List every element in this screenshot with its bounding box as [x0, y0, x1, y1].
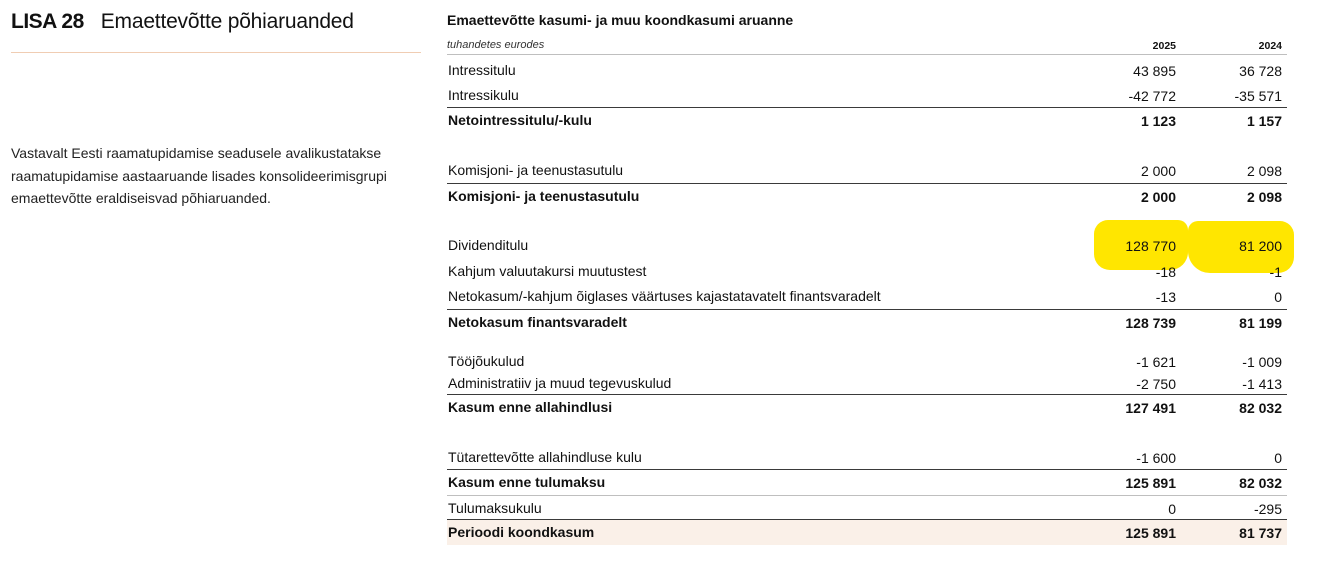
row-label: Perioodi koondkasum — [448, 524, 595, 540]
heading-divider — [11, 52, 421, 53]
value-2025: 0 — [1168, 501, 1176, 517]
row-label: Netointressitulu/-kulu — [448, 112, 592, 128]
row-label: Kahjum valuutakursi muutustest — [448, 263, 647, 279]
value-2025: 128 739 — [1125, 315, 1176, 331]
row-label: Tütarettevõtte allahindluse kulu — [448, 449, 642, 465]
value-2024: -35 571 — [1234, 88, 1282, 104]
value-2024: 82 032 — [1239, 475, 1282, 491]
column-header-row — [447, 38, 1287, 55]
statement-title: Emaettevõtte kasumi- ja muu koondkasumi aruanne — [447, 12, 794, 28]
value-2025: 43 895 — [1133, 63, 1176, 79]
note-title: Emaettevõtte põhiaruanded — [100, 10, 354, 33]
row-label: Tööjõukulud — [448, 353, 525, 369]
subtotal-row — [447, 183, 1287, 209]
table-row — [447, 158, 1287, 183]
table-row — [447, 445, 1287, 470]
value-2024: -1 — [1269, 264, 1282, 280]
value-2025: -2 750 — [1136, 376, 1176, 392]
table-row — [447, 371, 1287, 396]
note-number: LISA 28 — [11, 10, 84, 33]
value-2024: 0 — [1274, 289, 1282, 305]
value-2025: -1 621 — [1136, 354, 1176, 370]
row-label: Intressikulu — [448, 87, 519, 103]
year-2024-header: 2024 — [1258, 40, 1282, 52]
row-label: Komisjoni- ja teenustasutulu — [448, 188, 640, 204]
row-label: Tulumaksukulu — [448, 500, 542, 516]
row-label: Netokasum/-kahjum õiglases väärtuses kajastatavatelt finantsvaradelt — [448, 288, 881, 304]
value-2025: 1 123 — [1140, 113, 1176, 129]
row-label: Komisjoni- ja teenustasutulu — [448, 162, 624, 178]
row-label: Administratiiv ja muud tegevuskulud — [448, 375, 672, 391]
value-2024: 81 737 — [1239, 525, 1282, 541]
value-2024: 82 032 — [1239, 400, 1282, 416]
value-2024: 1 157 — [1246, 113, 1282, 129]
subtotal-row — [447, 469, 1287, 495]
table-row — [447, 259, 1287, 284]
value-2025: 2 000 — [1140, 189, 1176, 205]
value-2025: 128 770 — [1125, 238, 1176, 254]
value-2025: -1 600 — [1136, 450, 1176, 466]
value-2024: 81 200 — [1239, 238, 1282, 254]
section-heading — [11, 10, 354, 34]
row-label: Intressitulu — [448, 62, 516, 78]
row-label: Kasum enne allahindlusi — [448, 399, 613, 415]
row-label: Netokasum finantsvaradelt — [448, 314, 627, 330]
row-label: Dividenditulu — [448, 237, 529, 253]
value-2025: 125 891 — [1125, 475, 1176, 491]
year-2025-header: 2025 — [1152, 40, 1176, 52]
total-row — [447, 519, 1287, 545]
value-2024: -1 009 — [1242, 354, 1282, 370]
table-row — [447, 233, 1287, 258]
table-row — [447, 495, 1287, 521]
subtotal-row — [447, 107, 1287, 133]
table-row — [447, 83, 1287, 108]
value-2025: 125 891 — [1125, 525, 1176, 541]
value-2024: -295 — [1253, 501, 1282, 517]
value-2024: 2 098 — [1246, 189, 1282, 205]
value-2025: 2 000 — [1140, 163, 1176, 179]
value-2024: 81 199 — [1239, 315, 1282, 331]
value-2025: 127 491 — [1125, 400, 1176, 416]
table-row — [447, 284, 1287, 309]
row-label: Kasum enne tulumaksu — [448, 474, 606, 490]
value-2025: -18 — [1155, 264, 1176, 280]
value-2024: 36 728 — [1239, 63, 1282, 79]
value-2025: -13 — [1155, 289, 1176, 305]
value-2025: -42 772 — [1128, 88, 1176, 104]
value-2024: -1 413 — [1242, 376, 1282, 392]
subtotal-row — [447, 394, 1287, 420]
note-description: Vastavalt Eesti raamatupidamise seadusele avalikustatakse raamatupidamise aastaaruande lisades konsolideerimisgrupi emaettevõtte eraldiseisvad põhiaruanded. — [11, 145, 387, 206]
unit-label: tuhandetes eurodes — [447, 39, 545, 51]
value-2024: 2 098 — [1246, 163, 1282, 179]
value-2024: 0 — [1274, 450, 1282, 466]
subtotal-row — [447, 309, 1287, 335]
table-row — [447, 58, 1287, 83]
